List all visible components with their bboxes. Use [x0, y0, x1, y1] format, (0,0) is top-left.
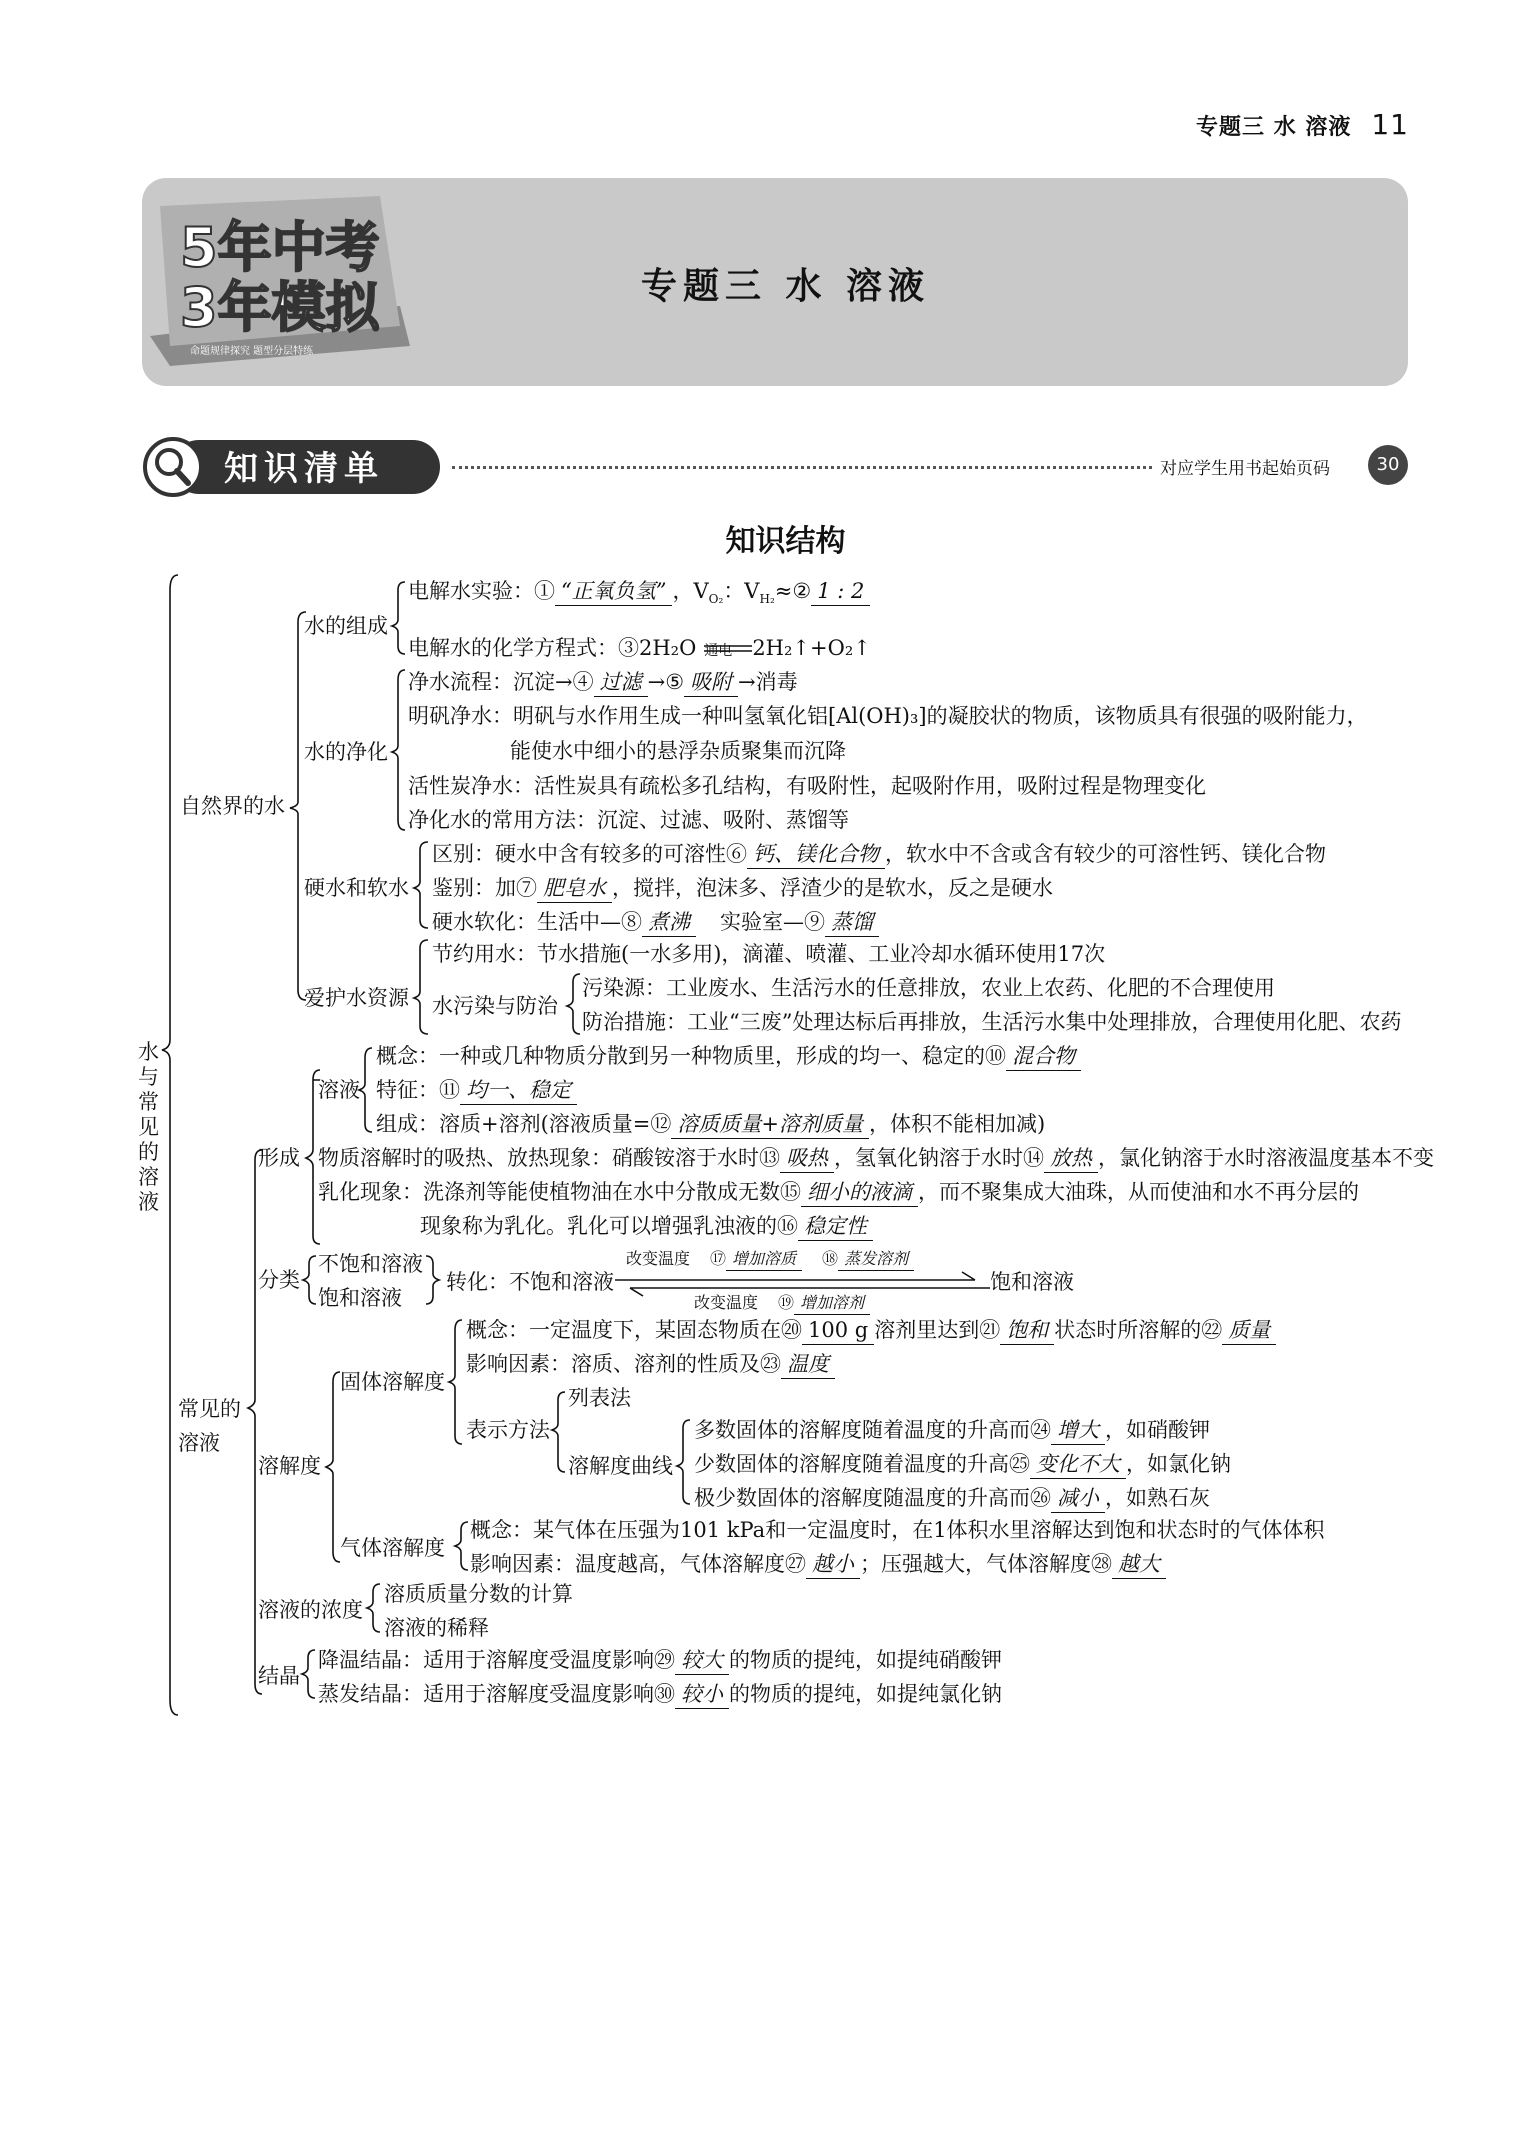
answer-4: 过滤 [594, 668, 648, 697]
node-water-nature: 自然界的水 [180, 794, 285, 818]
prot-line-1: 节约用水：节水措施(一水多用)，滴灌、喷灌、工业冷却水循环使用17次 [432, 942, 1106, 966]
node-hard: 硬水和软水 [304, 876, 409, 900]
answer-7: 肥皂水 [537, 874, 612, 903]
answer-2: 1 : 2 [811, 577, 870, 606]
conversion-top: 改变温度 ⑰ 增加溶质 ⑱ 蒸发溶剂 [626, 1248, 914, 1271]
brace-solution [359, 1048, 372, 1132]
answer-8: 煮沸 [642, 908, 696, 937]
hard-line-2: 鉴别：加⑦ 肥皂水 ，搅拌，泡沫多、浮渣少的是软水，反之是硬水 [432, 874, 1053, 903]
answer-30: 较小 [675, 1680, 729, 1709]
answer-23: 温度 [781, 1350, 835, 1379]
sd-line-2: 影响因素：溶质、溶剂的性质及㉓ 温度 [466, 1350, 835, 1379]
answer-5: 吸附 [684, 668, 738, 697]
node-classify: 分类 [258, 1268, 300, 1292]
logo-sub: 命题规律探究 题型分层特练 [190, 346, 314, 357]
brace-gas [455, 1522, 468, 1570]
express-list: 列表法 [568, 1386, 631, 1410]
equation-condition: 通电 [704, 643, 733, 659]
classify-unsaturated: 不饱和溶液 [318, 1252, 423, 1276]
sol-line-1: 概念：一种或几种物质分散到另一种物质里，形成的均一、稳定的⑩ 混合物 [376, 1042, 1081, 1071]
node-solubility: 溶解度 [258, 1454, 321, 1478]
classify-saturated: 饱和溶液 [318, 1286, 402, 1310]
brace-purify [392, 670, 405, 830]
answer-14: 放热 [1044, 1144, 1098, 1173]
brace-cryst [302, 1650, 315, 1698]
node-solution: 溶液 [318, 1078, 360, 1102]
node-gas: 气体溶解度 [340, 1536, 445, 1560]
answer-16: 稳定性 [798, 1212, 873, 1241]
answer-19: 增加溶剂 [794, 1292, 870, 1315]
answer-20: 100 g [802, 1316, 874, 1345]
header-section: 专题三 水 溶液 [1196, 115, 1352, 140]
brace-protect [414, 940, 428, 1034]
answer-12: 溶质质量+溶剂质量 [671, 1110, 869, 1139]
gas-line-2: 影响因素：温度越高，气体溶解度㉗ 越小 ；压强越大，气体溶解度㉘ 越大 [470, 1550, 1166, 1579]
conversion-label: 转化：不饱和溶液 [446, 1270, 614, 1294]
page-ref-badge: 30 [1368, 445, 1408, 485]
gas-line-1: 概念：某气体在压强为101 kPa和一定温度时，在1体积水里溶解达到饱和状态时的气体体积 [470, 1518, 1325, 1542]
page-number: 11 [1371, 108, 1409, 141]
prot-line-3: 防治措施：工业“三废”处理达标后再排放，生活污水集中处理排放，合理使用化肥、农药 [582, 1010, 1402, 1034]
pur-line-4: 净化水的常用方法：沉淀、过滤、吸附、蒸馏等 [408, 808, 849, 832]
brace-hard [414, 842, 428, 928]
node-express: 表示方法 [466, 1418, 550, 1442]
comp-line-2: 电解水的化学方程式：③2H₂O 通电 2H₂↑+O₂↑ [408, 634, 871, 662]
cryst-line-2: 蒸发结晶：适用于溶解度受温度影响㉚ 较小 的物质的提纯，如提纯氯化钠 [318, 1680, 1002, 1709]
answer-29: 较大 [675, 1646, 729, 1675]
brace-pollution [567, 974, 580, 1034]
answer-26: 减小 [1051, 1484, 1105, 1513]
knowledge-title: 知识结构 [725, 524, 846, 559]
conc-line-1: 溶质质量分数的计算 [384, 1582, 573, 1606]
brace-composition [392, 582, 405, 654]
brace-nature [290, 612, 306, 1000]
node-cryst: 结晶 [258, 1664, 300, 1688]
node-protect: 爱护水资源 [304, 986, 409, 1010]
answer-17: 增加溶质 [726, 1248, 802, 1271]
hard-line-3: 硬水软化：生活中—⑧ 煮沸 实验室—⑨ 蒸馏 [432, 908, 879, 937]
section-note: 对应学生用书起始页码 [1160, 459, 1330, 479]
conversion-target: 饱和溶液 [990, 1270, 1074, 1294]
conc-line-2: 溶液的稀释 [384, 1616, 489, 1640]
answer-3b: 2H₂↑+O₂↑ [752, 636, 871, 660]
brace-solubility [326, 1372, 340, 1562]
node-common: 常见的溶液 [178, 1397, 241, 1455]
curve-line-3: 极少数固体的溶解度随温度的升高而㉖ 减小 ，如熟石灰 [694, 1484, 1210, 1513]
logo-line2: 3年模拟 [180, 276, 380, 339]
answer-18: 蒸发溶剂 [838, 1248, 914, 1271]
answer-13: 吸热 [780, 1144, 834, 1173]
answer-21: 饱和 [1000, 1316, 1054, 1345]
brace-classify-right [426, 1256, 439, 1304]
answer-27: 越小 [806, 1550, 860, 1579]
form-line-2: 物质溶解时的吸热、放热现象：硝酸铵溶于水时⑬ 吸热 ，氢氧化钠溶于水时⑭ 放热 ，氯化钠溶于水时溶液温度基本不变 [318, 1144, 1434, 1173]
brace-curve [677, 1420, 690, 1504]
curve-line-1: 多数固体的溶解度随着温度的升高而㉔ 增大 ，如硝酸钾 [694, 1416, 1210, 1445]
conv-arrow-top [615, 1272, 975, 1280]
answer-9: 蒸馏 [825, 908, 879, 937]
sol-line-3: 组成：溶质+溶剂(溶液质量=⑫ 溶质质量+溶剂质量 ，体积不能相加减) [376, 1110, 1045, 1139]
answer-25: 变化不大 [1030, 1450, 1126, 1479]
brace-express [552, 1392, 565, 1472]
node-form: 形成 [258, 1146, 300, 1170]
chapter-title: 专题三 水 溶液 [640, 266, 931, 307]
node-purify: 水的净化 [304, 740, 388, 764]
section-title: 知识清单 [224, 449, 384, 489]
answer-6: 钙、镁化合物 [747, 840, 885, 869]
answer-11: 均一、稳定 [460, 1076, 577, 1105]
root-label: 水与常见的溶液 [138, 1040, 159, 1214]
logo-line1: 5年中考 [180, 216, 380, 279]
comp-line-1: 电解水实验：① “正氧负氢” ，$V_{O_2}$：$V_{H_2}\approx ②$ 1 : 2 [408, 577, 870, 613]
node-solid: 固体溶解度 [340, 1370, 445, 1394]
form-line-4: 现象称为乳化。乳化可以增强乳浊液的⑯ 稳定性 [420, 1212, 873, 1241]
answer-22: 质量 [1222, 1316, 1276, 1345]
sd-line-1: 概念：一定温度下，某固态物质在⑳ 100 g 溶剂里达到㉑ 饱和 状态时所溶解的㉒ 质量 [466, 1316, 1276, 1345]
node-composition: 水的组成 [304, 614, 388, 638]
form-line-3: 乳化现象：洗涤剂等能使植物油在水中分散成无数⑮ 细小的液滴 ，而不聚集成大油珠，从而使油和水不再分层的 [318, 1178, 1359, 1207]
pur-line-2b: 能使水中细小的悬浮杂质聚集而沉降 [510, 739, 846, 763]
curve-line-2: 少数固体的溶解度随着温度的升高㉕ 变化不大 ，如氯化钠 [694, 1450, 1231, 1479]
answer-10: 混合物 [1006, 1042, 1081, 1071]
answer-28: 越大 [1112, 1550, 1166, 1579]
node-pollution: 水污染与防治 [432, 994, 558, 1018]
answer-1: “正氧负氢” [555, 577, 672, 606]
pur-line-1: 净水流程：沉淀→④ 过滤 →⑤ 吸附 →消毒 [408, 668, 798, 697]
brace-root [162, 575, 178, 1715]
brace-conc [367, 1584, 380, 1632]
cryst-line-1: 降温结晶：适用于溶解度受温度影响㉙ 较大 的物质的提纯，如提纯硝酸钾 [318, 1646, 1002, 1675]
hard-line-1: 区别：硬水中含有较多的可溶性⑥ 钙、镁化合物 ，软水中不含或含有较少的可溶性钙、镁化合物 [432, 840, 1326, 869]
pur-line-2: 明矾净水：明矾与水作用生成一种叫氢氧化铝[Al(OH)₃]的凝胶状的物质，该物质具有很强的吸附能力， [408, 704, 1368, 728]
node-conc: 溶液的浓度 [258, 1598, 363, 1622]
brace-solid [449, 1320, 462, 1444]
sol-line-2: 特征：⑪ 均一、稳定 [376, 1076, 577, 1105]
node-curve: 溶解度曲线 [568, 1454, 673, 1478]
answer-24: 增大 [1051, 1416, 1105, 1445]
prot-line-2: 污染源：工业废水、生活污水的任意排放，农业上农药、化肥的不合理使用 [582, 976, 1275, 1000]
answer-3a: 2H₂O [639, 636, 697, 660]
answer-15: 细小的液滴 [801, 1178, 918, 1207]
pur-line-3: 活性炭净水：活性炭具有疏松多孔结构，有吸附性，起吸附作用，吸附过程是物理变化 [408, 774, 1206, 798]
conversion-bottom: 改变温度 ⑲ 增加溶剂 [694, 1292, 870, 1315]
brace-classify [303, 1256, 316, 1304]
